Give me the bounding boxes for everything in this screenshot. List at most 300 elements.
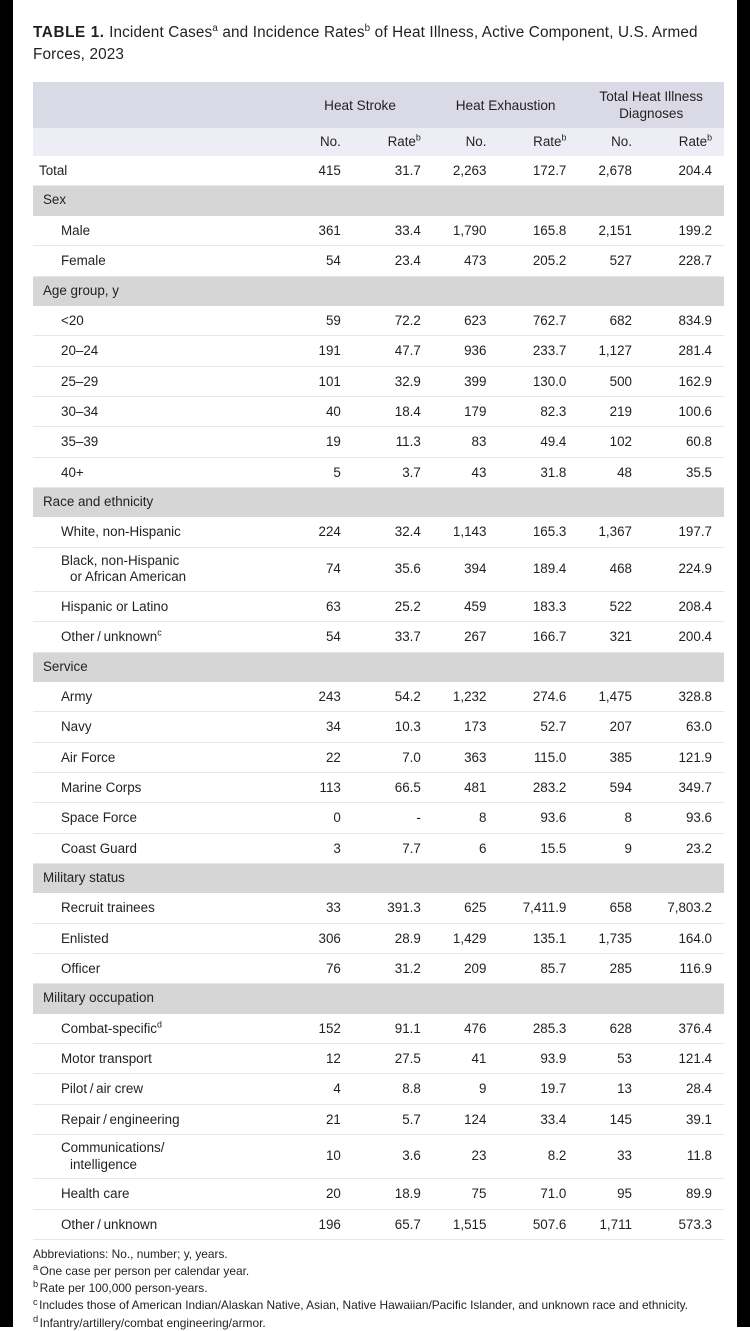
cell-total-no: 1,735 [578, 923, 644, 953]
row-label [33, 1074, 287, 1104]
row-label-text: White, non-Hispanic [61, 524, 181, 540]
table-row [33, 427, 724, 457]
cell-stroke-no: 243 [287, 681, 353, 711]
cell-total-no: 8 [578, 803, 644, 833]
cell-exhaustion-rate: 8.2 [498, 1135, 578, 1179]
cell-stroke-no: 40 [287, 396, 353, 426]
table-row [33, 953, 724, 983]
column-header-exhaustion-rate [498, 128, 578, 156]
cell-exhaustion-no: 124 [433, 1104, 499, 1134]
table-row [33, 156, 724, 186]
cell-stroke-rate: 18.9 [353, 1179, 433, 1209]
cell-exhaustion-no: 1,232 [433, 681, 499, 711]
cell-stroke-no: 12 [287, 1043, 353, 1073]
page-gutter-left [0, 0, 13, 1327]
section-label: Sex [33, 186, 724, 215]
cell-exhaustion-no: 179 [433, 396, 499, 426]
cell-total-rate: 35.5 [644, 457, 724, 487]
cell-exhaustion-rate: 172.7 [498, 156, 578, 186]
cell-stroke-no: 33 [287, 893, 353, 923]
cell-exhaustion-rate: 507.6 [498, 1209, 578, 1239]
row-label-text: Navy [61, 719, 92, 735]
cell-exhaustion-rate: 93.9 [498, 1043, 578, 1073]
cell-stroke-no: 152 [287, 1013, 353, 1043]
row-label [33, 366, 287, 396]
cell-total-rate: 199.2 [644, 215, 724, 245]
cell-stroke-no: 4 [287, 1074, 353, 1104]
row-label [33, 893, 287, 923]
cell-exhaustion-no: 394 [433, 547, 499, 591]
cell-stroke-rate: 5.7 [353, 1104, 433, 1134]
cell-stroke-rate: 31.7 [353, 156, 433, 186]
cell-exhaustion-rate: 71.0 [498, 1179, 578, 1209]
table-section-header [33, 276, 724, 305]
cell-total-rate: 349.7 [644, 772, 724, 802]
cell-stroke-no: 21 [287, 1104, 353, 1134]
cell-stroke-no: 76 [287, 953, 353, 983]
row-label-text: Officer [61, 960, 101, 976]
cell-stroke-no: 34 [287, 712, 353, 742]
row-label-text: Hispanic or Latino [61, 598, 169, 614]
cell-stroke-no: 101 [287, 366, 353, 396]
group-header-row [33, 82, 724, 128]
row-label-text: Female [61, 253, 106, 269]
cell-total-no: 628 [578, 1013, 644, 1043]
table-section-header [33, 487, 724, 516]
cell-stroke-rate: 33.4 [353, 215, 433, 245]
cell-exhaustion-rate: 49.4 [498, 427, 578, 457]
cell-total-rate: 100.6 [644, 396, 724, 426]
table-section-header [33, 652, 724, 681]
row-label-text: 20–24 [61, 343, 99, 359]
table-row [33, 1209, 724, 1239]
table-section-header [33, 984, 724, 1013]
footnote-abbreviations: Abbreviations: No., number; y, years. [33, 1246, 228, 1261]
row-label-line2: or African American [70, 569, 187, 585]
section-label: Race and ethnicity [33, 487, 724, 516]
cell-stroke-rate: 72.2 [353, 305, 433, 335]
cell-total-no: 2,678 [578, 156, 644, 186]
row-label [33, 803, 287, 833]
cell-exhaustion-no: 481 [433, 772, 499, 802]
row-label-text: Health care [61, 1186, 130, 1202]
table-row [33, 712, 724, 742]
table-row [33, 591, 724, 621]
footnote-c-text: Includes those of American Indian/Alaskan Native, Asian, Native Hawaiian/Pacific Islander, and unknown race and ethnicity. [39, 1298, 688, 1313]
cell-total-no: 321 [578, 622, 644, 652]
cell-total-no: 658 [578, 893, 644, 923]
cell-total-no: 13 [578, 1074, 644, 1104]
cell-total-rate: 23.2 [644, 833, 724, 863]
cell-exhaustion-rate: 166.7 [498, 622, 578, 652]
heat-illness-table [33, 82, 724, 1239]
section-label: Age group, y [33, 276, 724, 305]
row-label-text: Air Force [61, 749, 116, 765]
cell-exhaustion-no: 267 [433, 622, 499, 652]
table-row [33, 742, 724, 772]
cell-total-rate: 89.9 [644, 1179, 724, 1209]
cell-total-no: 594 [578, 772, 644, 802]
cell-total-rate: 224.9 [644, 547, 724, 591]
cell-stroke-no: 59 [287, 305, 353, 335]
cell-total-rate: 121.9 [644, 742, 724, 772]
table-row [33, 1104, 724, 1134]
row-label [33, 457, 287, 487]
cell-stroke-rate: 10.3 [353, 712, 433, 742]
table-page [13, 0, 737, 1330]
cell-stroke-rate: - [353, 803, 433, 833]
cell-stroke-rate: 33.7 [353, 622, 433, 652]
cell-stroke-rate: 54.2 [353, 681, 433, 711]
cell-exhaustion-no: 173 [433, 712, 499, 742]
row-label [33, 622, 287, 652]
table-row [33, 1179, 724, 1209]
cell-exhaustion-rate: 189.4 [498, 547, 578, 591]
cell-total-no: 53 [578, 1043, 644, 1073]
cell-total-no: 1,475 [578, 681, 644, 711]
cell-total-rate: 116.9 [644, 953, 724, 983]
cell-exhaustion-rate: 205.2 [498, 246, 578, 276]
cell-exhaustion-no: 473 [433, 246, 499, 276]
cell-total-rate: 63.0 [644, 712, 724, 742]
cell-total-no: 145 [578, 1104, 644, 1134]
cell-exhaustion-no: 363 [433, 742, 499, 772]
cell-total-no: 1,127 [578, 336, 644, 366]
cell-stroke-rate: 28.9 [353, 923, 433, 953]
cell-total-no: 522 [578, 591, 644, 621]
rate-label-1: Rate [387, 134, 416, 150]
row-label [33, 517, 287, 547]
group-header-total-heat-illness: Total Heat Illness Diagnoses [578, 82, 724, 128]
row-label-text: Recruit trainees [61, 900, 155, 916]
row-label-line2: intelligence [70, 1156, 137, 1172]
cell-total-rate: 208.4 [644, 591, 724, 621]
row-label [33, 923, 287, 953]
cell-total-no: 219 [578, 396, 644, 426]
column-header-stroke-rate [353, 128, 433, 156]
row-footnote-marker: d [157, 1019, 162, 1030]
row-label-text: Combat-specific [61, 1020, 157, 1036]
row-label-text: 25–29 [61, 373, 99, 389]
cell-exhaustion-no: 75 [433, 1179, 499, 1209]
cell-exhaustion-rate: 52.7 [498, 712, 578, 742]
cell-stroke-no: 63 [287, 591, 353, 621]
rate-footnote-marker-1: b [415, 132, 421, 143]
group-header-blank [33, 82, 287, 128]
cell-stroke-no: 5 [287, 457, 353, 487]
cell-exhaustion-rate: 93.6 [498, 803, 578, 833]
cell-stroke-rate: 391.3 [353, 893, 433, 923]
cell-exhaustion-rate: 85.7 [498, 953, 578, 983]
row-label-text: 40+ [61, 464, 84, 480]
cell-exhaustion-no: 1,515 [433, 1209, 499, 1239]
table-number: TABLE 1. [33, 24, 105, 41]
cell-exhaustion-no: 625 [433, 893, 499, 923]
cell-exhaustion-rate: 15.5 [498, 833, 578, 863]
cell-stroke-rate: 31.2 [353, 953, 433, 983]
cell-stroke-no: 19 [287, 427, 353, 457]
footnote-b [33, 1280, 718, 1296]
footnote-a-marker: a [33, 1262, 39, 1273]
cell-exhaustion-rate: 135.1 [498, 923, 578, 953]
cell-stroke-no: 306 [287, 923, 353, 953]
cell-stroke-no: 74 [287, 547, 353, 591]
footnote-b-marker: b [33, 1279, 39, 1290]
cell-total-no: 95 [578, 1179, 644, 1209]
row-label [33, 156, 287, 186]
table-row [33, 305, 724, 335]
table-row [33, 215, 724, 245]
cell-exhaustion-no: 9 [433, 1074, 499, 1104]
cell-stroke-rate: 32.4 [353, 517, 433, 547]
cell-exhaustion-no: 83 [433, 427, 499, 457]
cell-total-no: 2,151 [578, 215, 644, 245]
cell-stroke-rate: 3.7 [353, 457, 433, 487]
cell-total-rate: 7,803.2 [644, 893, 724, 923]
cell-total-rate: 834.9 [644, 305, 724, 335]
row-label [33, 772, 287, 802]
cell-exhaustion-no: 1,790 [433, 215, 499, 245]
table-row [33, 396, 724, 426]
cell-total-rate: 39.1 [644, 1104, 724, 1134]
row-label-text: Total [39, 163, 68, 179]
cell-total-rate: 197.7 [644, 517, 724, 547]
cell-exhaustion-no: 6 [433, 833, 499, 863]
cell-exhaustion-rate: 7,411.9 [498, 893, 578, 923]
row-label [33, 953, 287, 983]
cell-total-no: 468 [578, 547, 644, 591]
table-row [33, 246, 724, 276]
table-row [33, 681, 724, 711]
table-row [33, 1074, 724, 1104]
rate-footnote-marker-2: b [561, 132, 567, 143]
footnote-d-marker: d [33, 1313, 39, 1324]
row-label [33, 681, 287, 711]
cell-stroke-rate: 11.3 [353, 427, 433, 457]
row-label [33, 1135, 287, 1179]
footnote-a [33, 1263, 718, 1279]
cell-total-rate: 200.4 [644, 622, 724, 652]
table-row [33, 1135, 724, 1179]
row-label [33, 427, 287, 457]
column-header-blank [33, 128, 287, 156]
cell-stroke-no: 10 [287, 1135, 353, 1179]
row-label [33, 833, 287, 863]
cell-exhaustion-no: 41 [433, 1043, 499, 1073]
cell-total-no: 500 [578, 366, 644, 396]
cell-stroke-rate: 7.0 [353, 742, 433, 772]
row-label-text: Pilot / air crew [61, 1081, 144, 1097]
cell-stroke-rate: 8.8 [353, 1074, 433, 1104]
cell-exhaustion-no: 23 [433, 1135, 499, 1179]
cell-total-rate: 11.8 [644, 1135, 724, 1179]
cell-exhaustion-no: 476 [433, 1013, 499, 1043]
cell-total-no: 385 [578, 742, 644, 772]
footnote-a-text: One case per person per calendar year. [39, 1264, 250, 1279]
cell-total-rate: 162.9 [644, 366, 724, 396]
cell-exhaustion-no: 209 [433, 953, 499, 983]
row-label-text: Repair / engineering [61, 1111, 180, 1127]
cell-exhaustion-rate: 82.3 [498, 396, 578, 426]
table-section-header [33, 863, 724, 892]
cell-total-no: 48 [578, 457, 644, 487]
column-header-exhaustion-no: No. [433, 128, 499, 156]
cell-stroke-no: 113 [287, 772, 353, 802]
table-row [33, 1043, 724, 1073]
row-label-line1: Black, non-Hispanic [61, 552, 180, 568]
row-label [33, 591, 287, 621]
row-label-text: Male [61, 222, 91, 238]
title-footnote-marker-b: b [364, 22, 371, 34]
cell-exhaustion-rate: 130.0 [498, 366, 578, 396]
row-label [33, 1013, 287, 1043]
row-label [33, 1179, 287, 1209]
cell-exhaustion-no: 43 [433, 457, 499, 487]
table-row [33, 893, 724, 923]
table-row [33, 336, 724, 366]
table-row [33, 833, 724, 863]
cell-stroke-rate: 65.7 [353, 1209, 433, 1239]
cell-exhaustion-rate: 31.8 [498, 457, 578, 487]
cell-stroke-rate: 18.4 [353, 396, 433, 426]
cell-total-rate: 93.6 [644, 803, 724, 833]
cell-stroke-rate: 3.6 [353, 1135, 433, 1179]
cell-stroke-no: 361 [287, 215, 353, 245]
row-label [33, 742, 287, 772]
table-section-header [33, 186, 724, 215]
rate-footnote-marker-3: b [707, 132, 712, 143]
table-row [33, 1013, 724, 1043]
cell-total-rate: 328.8 [644, 681, 724, 711]
cell-total-rate: 28.4 [644, 1074, 724, 1104]
cell-stroke-no: 196 [287, 1209, 353, 1239]
cell-stroke-no: 22 [287, 742, 353, 772]
group-header-heat-exhaustion: Heat Exhaustion [433, 82, 579, 128]
table-body [33, 156, 724, 1239]
row-label [33, 215, 287, 245]
table-title-part3: of Heat Illness, Active Component, U.S. Armed Forces, 2023 [33, 24, 698, 63]
table-row [33, 457, 724, 487]
table-row [33, 772, 724, 802]
cell-stroke-no: 415 [287, 156, 353, 186]
footnote-d-text: Infantry/artillery/combat engineering/armor. [39, 1315, 266, 1330]
row-label-text: Space Force [61, 810, 137, 826]
table-head [33, 82, 724, 156]
cell-stroke-rate: 7.7 [353, 833, 433, 863]
cell-stroke-rate: 32.9 [353, 366, 433, 396]
column-header-total-rate [644, 128, 724, 156]
table-row [33, 622, 724, 652]
table-footnotes [33, 1246, 724, 1331]
cell-total-no: 33 [578, 1135, 644, 1179]
rate-label-2: Rate [533, 134, 562, 150]
section-label: Military status [33, 863, 724, 892]
cell-exhaustion-rate: 285.3 [498, 1013, 578, 1043]
row-label [33, 305, 287, 335]
table-row [33, 517, 724, 547]
cell-stroke-no: 20 [287, 1179, 353, 1209]
footnote-c [33, 1297, 718, 1313]
cell-total-rate: 376.4 [644, 1013, 724, 1043]
row-label-text: Marine Corps [61, 779, 142, 795]
table-row [33, 923, 724, 953]
cell-stroke-rate: 27.5 [353, 1043, 433, 1073]
row-label [33, 1104, 287, 1134]
page-gutter-right [737, 0, 750, 1327]
row-footnote-marker: c [157, 627, 162, 638]
row-label-text: <20 [61, 312, 84, 328]
cell-total-no: 1,711 [578, 1209, 644, 1239]
cell-exhaustion-rate: 33.4 [498, 1104, 578, 1134]
cell-stroke-rate: 66.5 [353, 772, 433, 802]
cell-stroke-no: 54 [287, 622, 353, 652]
cell-exhaustion-no: 2,263 [433, 156, 499, 186]
cell-stroke-no: 0 [287, 803, 353, 833]
cell-exhaustion-rate: 165.8 [498, 215, 578, 245]
cell-exhaustion-rate: 762.7 [498, 305, 578, 335]
cell-total-no: 682 [578, 305, 644, 335]
row-label [33, 396, 287, 426]
section-label: Military occupation [33, 984, 724, 1013]
cell-exhaustion-rate: 233.7 [498, 336, 578, 366]
row-label-text: Enlisted [61, 930, 109, 946]
footnote-d [33, 1315, 718, 1331]
cell-total-no: 285 [578, 953, 644, 983]
cell-exhaustion-rate: 183.3 [498, 591, 578, 621]
row-label [33, 712, 287, 742]
cell-total-rate: 204.4 [644, 156, 724, 186]
cell-total-rate: 281.4 [644, 336, 724, 366]
cell-total-no: 207 [578, 712, 644, 742]
cell-exhaustion-no: 1,429 [433, 923, 499, 953]
cell-stroke-rate: 47.7 [353, 336, 433, 366]
row-label [33, 336, 287, 366]
cell-exhaustion-no: 459 [433, 591, 499, 621]
row-label [33, 1043, 287, 1073]
title-footnote-marker-a: a [212, 22, 218, 34]
cell-stroke-no: 224 [287, 517, 353, 547]
row-label [33, 547, 287, 591]
row-label-text: Other / unknown [61, 1216, 158, 1232]
row-label [33, 246, 287, 276]
cell-stroke-no: 3 [287, 833, 353, 863]
group-header-heat-stroke: Heat Stroke [287, 82, 433, 128]
column-header-stroke-no: No. [287, 128, 353, 156]
row-label-text: Motor transport [61, 1050, 152, 1066]
cell-total-no: 527 [578, 246, 644, 276]
row-label-text: Army [61, 688, 93, 704]
cell-exhaustion-no: 8 [433, 803, 499, 833]
cell-stroke-no: 191 [287, 336, 353, 366]
column-header-total-no: No. [578, 128, 644, 156]
cell-total-no: 9 [578, 833, 644, 863]
cell-stroke-rate: 35.6 [353, 547, 433, 591]
cell-total-rate: 60.8 [644, 427, 724, 457]
cell-exhaustion-no: 936 [433, 336, 499, 366]
table-title [33, 22, 724, 65]
cell-exhaustion-no: 399 [433, 366, 499, 396]
cell-exhaustion-rate: 115.0 [498, 742, 578, 772]
row-label-text: Coast Guard [61, 840, 137, 856]
cell-exhaustion-no: 623 [433, 305, 499, 335]
footnote-b-text: Rate per 100,000 person-years. [39, 1281, 208, 1296]
rate-label-3: Rate [678, 134, 708, 150]
table-row [33, 547, 724, 591]
cell-total-rate: 228.7 [644, 246, 724, 276]
table-title-part1: Incident Cases [104, 24, 213, 41]
table-title-part2: and Incidence Rates [217, 24, 365, 41]
cell-total-rate: 164.0 [644, 923, 724, 953]
